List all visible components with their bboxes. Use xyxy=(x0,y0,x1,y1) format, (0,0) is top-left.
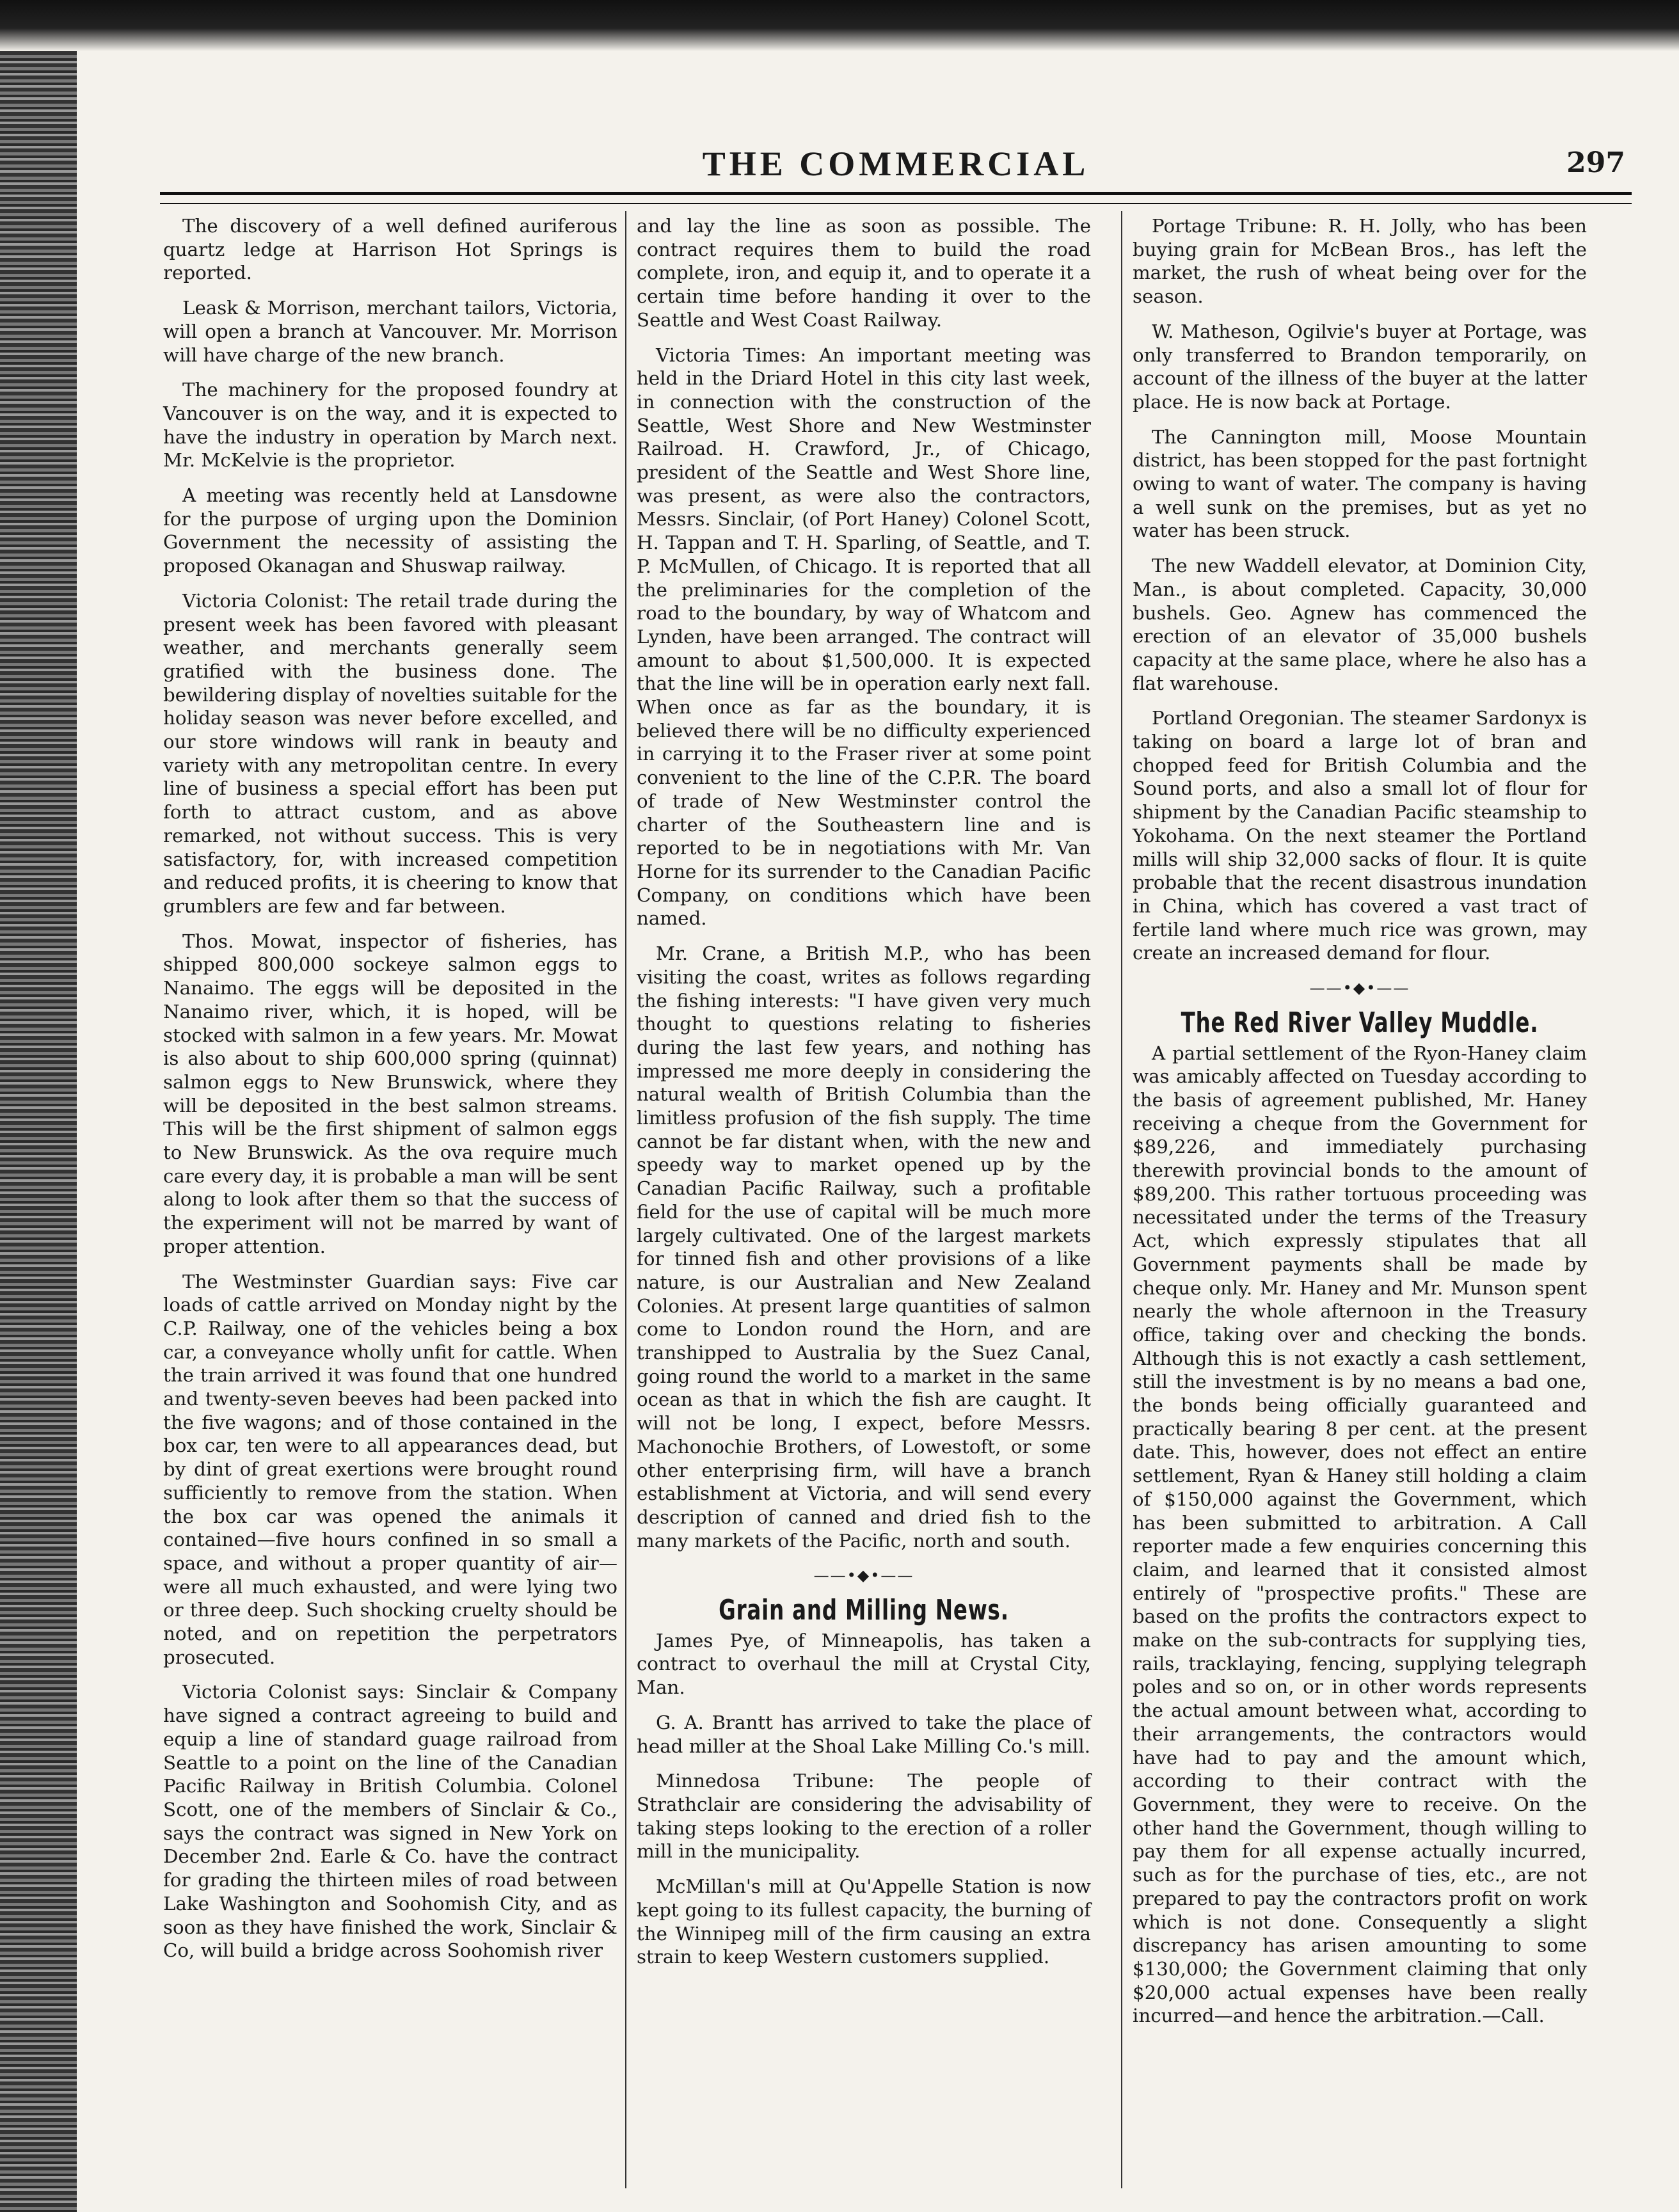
section-ornament: ——•◆•—— xyxy=(813,1566,914,1585)
header-rule xyxy=(160,192,1632,204)
paragraph: The new Waddell elevator, at Dominion City, Man., is about completed. Capacity, 30,000 bushels. Geo. Agnew has commenced the erection of an elevator of 35,000 bushels capacity at the same place, where he also has a flat warehouse. xyxy=(1133,555,1587,694)
paragraph: A meeting was recently held at Lansdowne for the purpose of urging upon the Dominion Government the necessity of assisting the proposed Okanagan and Shuswap railway. xyxy=(163,484,617,577)
paragraph: Victoria Colonist says: Sinclair & Company have signed a contract agreeing to build and equip a line of standard guage railroad from Seattle to a point on the line of the Canadian Pacific Railway in British Columbia. Colonel Scott, one of the members of Sinclair & Co., says the contract was signed in New York on December 2nd. Earle & Co. have the contract for grading the thirteen miles of road between Lake Washington and Soohomish City, and as soon as they have finished the work, Sinclair & Co, will build a bridge across Soohomish river xyxy=(163,1681,617,1962)
paragraph: Thos. Mowat, inspector of fisheries, has shipped 800,000 sockeye salmon eggs to Nanaimo. The eggs will be deposited in the Nanaimo river, which, it is hoped, will be stocked with salmon in a few years. Mr. Mowat is also about to ship 600,000 spring (quinnat) salmon eggs to New Brunswick, where they will be deposited in the best salmon streams. This will be the first shipment of salmon eggs to New Brunswick. As the ova require much care every day, it is probable a man will be sent along to look after them so that the success of the experiment will not be marred by want of proper attention. xyxy=(163,930,617,1257)
section-heading: The Red River Valley Muddle. xyxy=(1181,1006,1539,1039)
column-divider xyxy=(1121,211,1122,2188)
paragraph: The Cannington mill, Moose Mountain district, has been stopped for the past fortnight owing to want of water. The company is having a well sunk on the premises, but as yet no water has been struck. xyxy=(1133,426,1587,542)
paragraph: G. A. Brantt has arrived to take the place of head miller at the Shoal Lake Milling Co.'s mill. xyxy=(637,1711,1091,1757)
masthead-title: THE COMMERCIAL xyxy=(702,145,1090,183)
column-3 xyxy=(1133,214,1587,2039)
paragraph: The discovery of a well defined auriferous quartz ledge at Harrison Hot Springs is reported. xyxy=(163,215,617,284)
column-divider xyxy=(625,211,626,2188)
paragraph: McMillan's mill at Qu'Appelle Station is now kept going to its fullest capacity, the burning of the Winnipeg mill of the firm causing an extra strain to keep Western customers supplied. xyxy=(637,1875,1091,1968)
paragraph: James Pye, of Minneapolis, has taken a contract to overhaul the mill at Crystal City, Man. xyxy=(637,1629,1091,1699)
paragraph: and lay the line as soon as possible. The contract requires them to build the road complete, iron, and equip it, and to operate it a certain time before handing it over to the Seattle and West Coast Railway. xyxy=(637,215,1091,331)
column-2 xyxy=(637,214,1091,1980)
paragraph: Victoria Colonist: The retail trade during the present week has been favored with pleasant weather, and merchants generally seem gratified with the business done. The bewildering display of novelties suitable for the holiday season was never before excelled, and our store windows will rank in beauty and variety with any metropolitan centre. In every line of business a special effort has been put forth to attract custom, and as above remarked, not without success. This is very satisfactory, for, with increased competition and reduced profits, it is cheering to know that grumblers are few and far between. xyxy=(163,589,617,917)
paragraph: Portland Oregonian. The steamer Sardonyx is taking on board a large lot of bran and chopped feed for British Columbia and the Sound ports, and also a small lot of flour for shipment by the Canadian Pacific steamship to Yokohama. On the next steamer the Portland mills will ship 32,000 sacks of flour. It is quite probable that the recent disastrous inundation in China, which has covered a vast tract of fertile land where much rice was grown, may create an increased demand for flour. xyxy=(1133,707,1587,964)
paragraph: A partial settlement of the Ryon-Haney claim was amicably affected on Tuesday according to the basis of agreement published, Mr. Haney receiving a cheque from the Government for $89,226, and immediately purchasing therewith provincial bonds to the amount of $89,200. This rather tortuous proceeding was necessitated under the terms of the Treasury Act, which expressly stipulates that all Government payments shall be made by cheque only. Mr. Haney and Mr. Munson spent nearly the whole afternoon in the Treasury office, taking over and checking the bonds. Although this is not exactly a cash settlement, still the investment is by no means a bad one, the bonds being officially guaranteed and practically bearing 8 per cent. at the present date. This, however, does not effect an entire settlement, Ryan & Haney still holding a claim of $150,000 against the Government, which has been submitted to arbitration. A Call reporter made a few enquiries concerning this claim, and learned that it consisted almost entirely of "prospective profits." These are based on the profits the contractors expect to make on the sub-contracts for supplying ties, rails, tracklaying, fencing, supplying telegraph poles and so on, or in other words represents the actual amount between what, according to their arrangements, the contractors would have had to pay and the amount which, according to their contract with the Government, they were to receive. On the other hand the Government, though willing to pay them for all expense actually incurred, such as for the purchase of ties, etc., are not prepared to pay the contractors profit on work which is not done. Consequently a slight discrepancy has arisen amounting to some $130,000; the Government claiming that only $20,000 actual expenses have been really incurred—and hence the arbitration.—Call. xyxy=(1133,1042,1587,2027)
paragraph: Victoria Times: An important meeting was held in the Driard Hotel in this city last week, in connection with the construction of the Seattle, West Shore and New Westminster Railroad. H. Crawford, Jr., of Chicago, president of the Seattle and West Shore line, was present, as were also the contractors, Messrs. Sinclair, (of Port Haney) Colonel Scott, H. Tappan and T. H. Sparling, of Seattle, and T. P. McMullen, of Chicago. It is reported that all the preliminaries for the completion of the road to the boundary, by way of Whatcom and Lynden, have been arranged. The contract will amount to about $1,500,000. It is expected that the line will be in operation early next fall. When once as far as the boundary, it is believed there will be no difficulty experienced in carrying it to the Fraser river at some point convenient to the line of the C.P.R. The board of trade of New Westminster control the charter of the Southeastern line and is reported to be in negotiations with Mr. Van Horne for its surrender to the Canadian Pacific Company, on conditions which have been named. xyxy=(637,344,1091,930)
page-number: 297 xyxy=(1566,147,1625,179)
scan-edge xyxy=(0,0,1679,51)
paragraph: Leask & Morrison, merchant tailors, Victoria, will open a branch at Vancouver. Mr. Morrison will have charge of the new branch. xyxy=(163,297,617,366)
section-heading: Grain and Milling News. xyxy=(719,1594,1009,1627)
paragraph: Mr. Crane, a British M.P., who has been visiting the coast, writes as follows regarding the fishing interests: "I have given very much thought to questions relating to fisheries during the last few years, and nothing has impressed me more deeply in considering the natural wealth of British Columbia than the limitless profusion of the fish supply. The time cannot be far distant when, with the new and speedy way to market opened up by the Canadian Pacific Railway, such a profitable field for the use of capital will be much more largely cultivated. One of the largest markets for tinned fish and other provisions of a like nature, is our Australian and New Zealand Colonies. At present large quantities of salmon come to London round the Horn, and are transhipped to Australia by the Suez Canal, going round the world to a market in the same ocean as that in which the fish are caught. It will not be long, I expect, before Messrs. Machonochie Brothers, of Lowestoft, or some other enterprising firm, will have a branch establishment at Victoria, and will send every description of canned and dried fish to the many markets of the Pacific, north and south. xyxy=(637,943,1091,1552)
paragraph: The Westminster Guardian says: Five car loads of cattle arrived on Monday night by the C.P. Railway, one of the vehicles being a box car, a conveyance wholly unfit for cattle. When the train arrived it was found that one hundred and twenty-seven beeves had been packed into the five wagons; and of those contained in the box car, ten were to all appearances dead, but by dint of great exertions were brought round sufficiently to remove from the station. When the box car was opened the animals it contained—five hours confined in so small a space, and without a proper quantity of air—were all much exhausted, and were lying two or three deep. Such shocking cruelty should be noted, and on repetition the perpetrators prosecuted. xyxy=(163,1270,617,1668)
paragraph: W. Matheson, Ogilvie's buyer at Portage, was only transferred to Brandon temporarily, on account of the illness of the buyer at the latter place. He is now back at Portage. xyxy=(1133,320,1587,413)
column-1 xyxy=(163,214,617,1974)
page-binding xyxy=(0,51,77,2212)
page-header xyxy=(160,144,1632,189)
section-ornament: ——•◆•—— xyxy=(1309,979,1410,998)
paragraph: Minnedosa Tribune: The people of Strathclair are considering the advisability of taking steps looking to the erection of a roller mill in the municipality. xyxy=(637,1770,1091,1863)
paragraph: The machinery for the proposed foundry at Vancouver is on the way, and it is expected to have the industry in operation by March next. Mr. McKelvie is the proprietor. xyxy=(163,379,617,472)
paragraph: Portage Tribune: R. H. Jolly, who has been buying grain for McBean Bros., has left the market, the rush of wheat being over for the season. xyxy=(1133,215,1587,308)
